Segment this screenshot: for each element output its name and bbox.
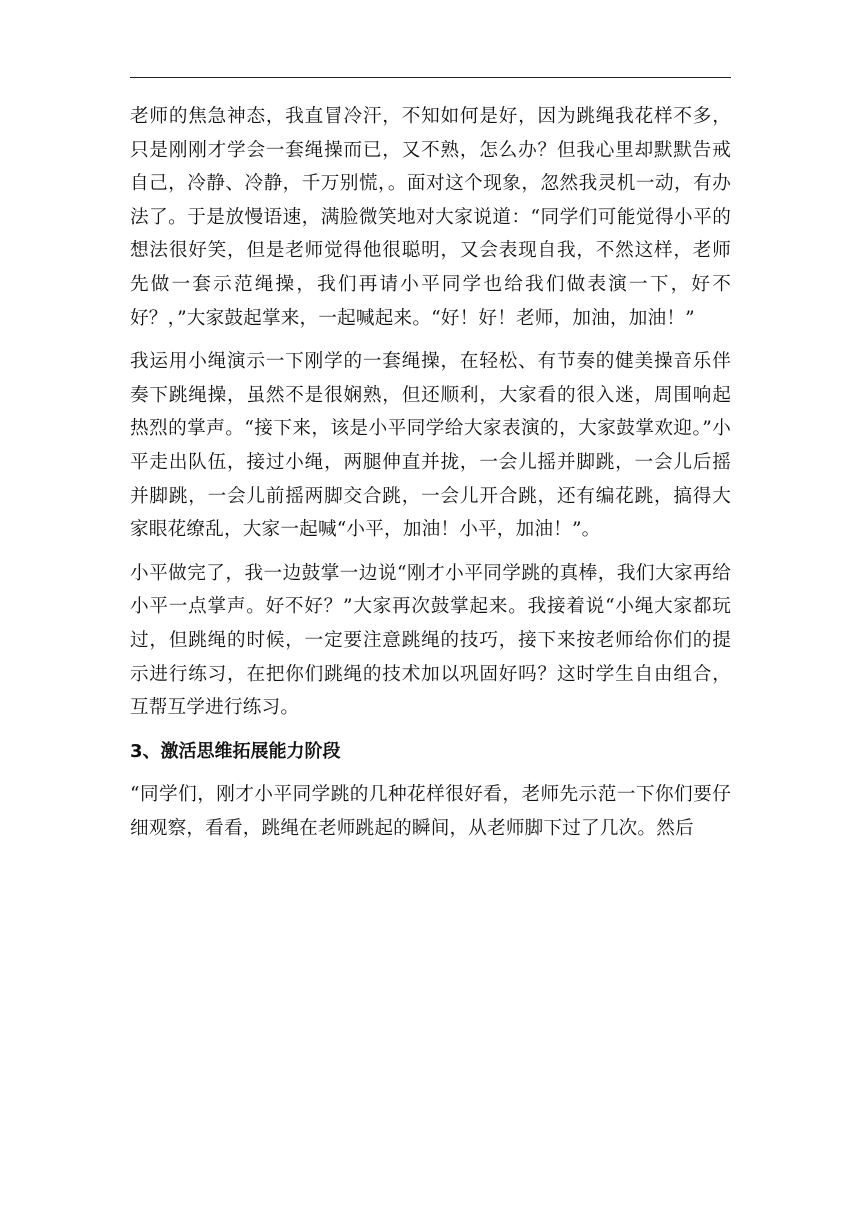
paragraph-1: 老师的焦急神态，我直冒冷汗，不知如何是好，因为跳绳我花样不多，只是刚刚才学会一套绳操而已，又不熟，怎么办？但我心里却默默告戒自己，冷静、冷静，千万别慌，。面对这个现象，忽然我灵机一动，有办法了。于是放慢语速，满脸微笑地对大家说道：“同学们可能觉得小平的想法很好笑，但是老师觉得他很聪明，又会表现自我，不然这样，老师先做一套示范绳操，我们再请小平同学也给我们做表演一下，好不好？，”大家鼓起掌来，一起喊起来。“好！好！老师，加油，加油！”	[130, 106, 731, 329]
section-heading: 3、激活思维拓展能力阶段	[130, 740, 341, 762]
paragraph-4: “同学们，刚才小平同学跳的几种花样很好看，老师先示范一下你们要仔细观察，看看，跳绳在老师跳起的瞬间，从老师脚下过了几次。然后	[130, 784, 731, 839]
paragraph-2: 我运用小绳演示一下刚学的一套绳操，在轻松、有节奏的健美操音乐伴奏下跳绳操，虽然不是很娴熟，但还顺利，大家看的很入迷，周围响起热烈的掌声。“接下来，该是小平同学给大家表演的，大家鼓掌欢迎。”小平走出队伍，接过小绳，两腿伸直并拢，一会儿摇并脚跳，一会儿后摇并脚跳，一会儿前摇两脚交合跳，一会儿开合跳，还有编花跳，搞得大家眼花缭乱，大家一起喊“小平，加油！小平，加油！”。	[130, 351, 731, 541]
document-body	[130, 100, 731, 855]
header-rule	[130, 77, 731, 78]
paragraph-3: 小平做完了，我一边鼓掌一边说“刚才小平同学跳的真棒，我们大家再给小平一点掌声。好不好？”大家再次鼓掌起来。我接着说“小绳大家都玩过，但跳绳的时候，一定要注意跳绳的技巧，接下来按老师给你们的提示进行练习，在把你们跳绳的技术加以巩固好吗？这时学生自由组合，互帮互学进行练习。	[130, 562, 731, 719]
